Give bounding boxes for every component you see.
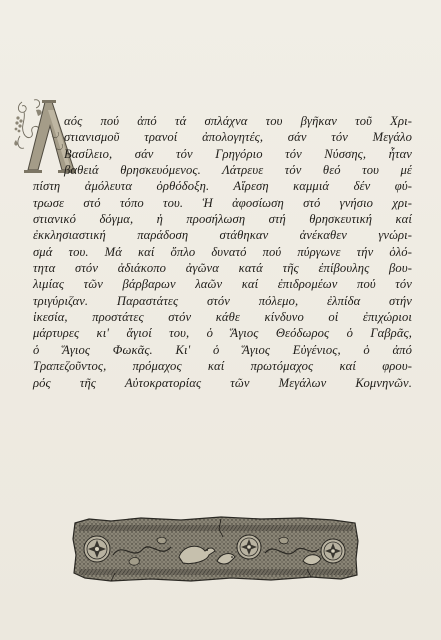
text-line: τρωσε στό τόπο του. Ἡ ἀφοσίωση στό γνήσιο χρι- xyxy=(33,195,412,210)
text-line: Τραπεζοῦντος, πρόμαχος καί πρωτόμαχος καί φρου- xyxy=(33,359,412,374)
text-line: ρός τῆς Αὐτοκρατορίας τῶν Μεγάλων Κομνηνῶν. xyxy=(33,375,412,390)
text-line: Βασίλειο, σάν τόν Γρηγόριο τόν Νύσσης, ἦταν xyxy=(64,146,412,161)
text-line: στιανικό δόγμα, ἡ προσήλωση στή θρησκευτική καί xyxy=(33,212,412,227)
text-line: τριγύριζαν. Παραστάτες στόν πόλεμο, ἐλπίδα στήν xyxy=(33,293,412,308)
text-line: ἱκεσία, προστάτες στόν κάθε κίνδυνο οἱ ἐπιχώριοι xyxy=(33,310,412,325)
text-line: στιανισμοῦ τρανοί ἀπολογητές, σάν τόν Μεγάλο xyxy=(64,130,412,145)
relief-frieze-icon xyxy=(71,511,360,586)
text-line: μάρτυρες κι' ἅγιοί του, ὁ Ἅγιος Θεόδωρος ὁ Γαβρᾶς, xyxy=(33,326,412,341)
text-line: τητα στόν ἀδιάκοπο ἀγῶνα κατά τῆς ἐπίβουλης βου- xyxy=(33,261,412,276)
text-line: βαθειά θρησκευόμενος. Λάτρευε τόν θεό του μέ xyxy=(64,163,412,178)
text-line: σμά του. Μά καί ὅπλο δυνατό πού πύργωνε τήν ὁλό- xyxy=(33,244,412,259)
body-paragraph xyxy=(33,113,412,391)
text-line: ἐκκλησιαστική παράδοση στάθηκαν ἀνέκαθεν γνώρι- xyxy=(33,228,412,243)
text-line: αός πού ἀπό τά σπλάχνα του βγῆκαν τοῦ Χρι- xyxy=(64,114,412,128)
text-line: λιμίας τῶν βάρβαρων λαῶν καί ἐπιδρομέων πού τόν xyxy=(33,277,412,292)
text-line: πίστη ἀμόλευτα ὀρθόδοξη. Αἵρεση καμμιά δέν φύ- xyxy=(33,179,412,194)
initial-letter-text: Λ xyxy=(12,96,13,97)
stone-relief-frieze xyxy=(71,511,360,586)
text-line: ὁ Ἅγιος Φωκᾶς. Κι' ὁ Ἅγιος Εὐγένιος, ὁ ἀπό xyxy=(33,342,412,357)
